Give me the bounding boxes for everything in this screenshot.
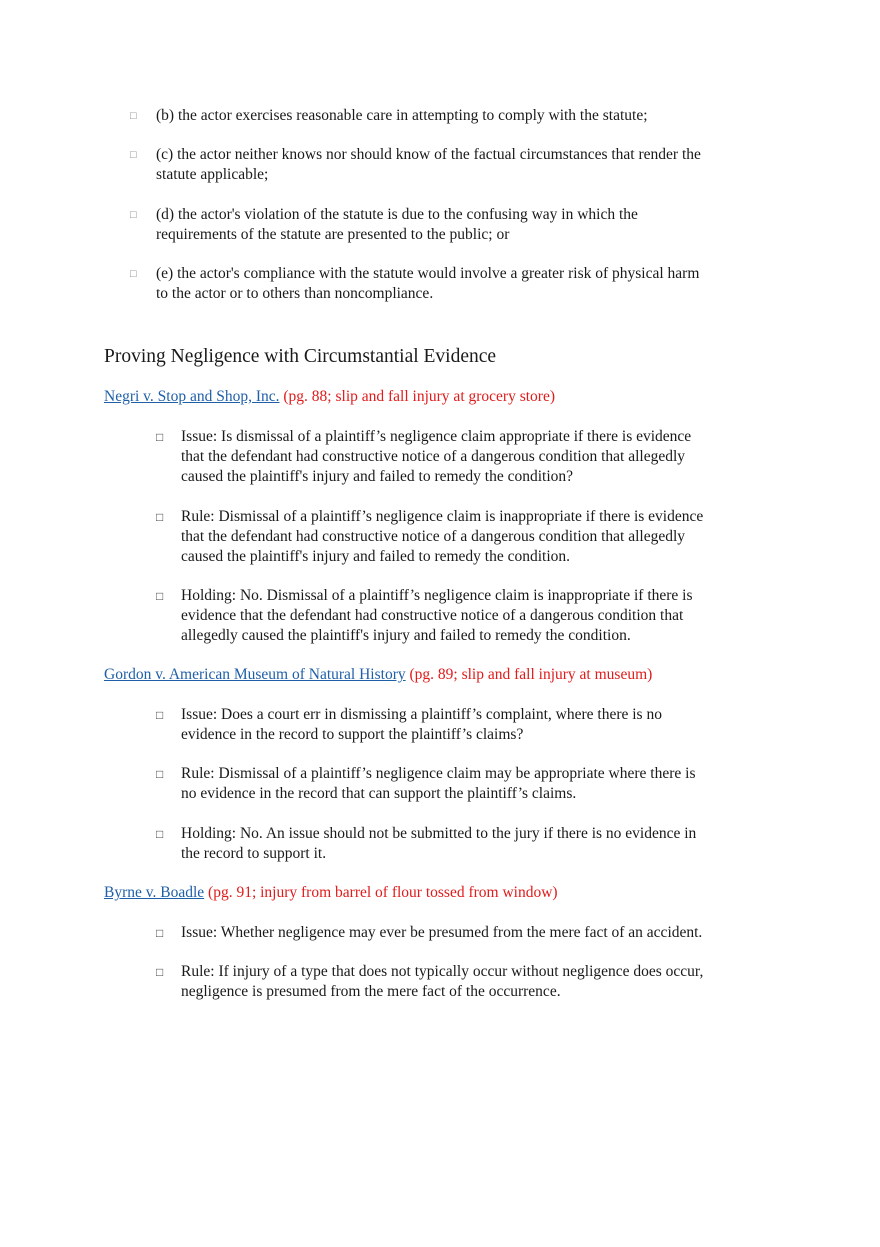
bullet-box-icon: □ [130,268,137,280]
bullet-box-icon: □ [130,110,137,122]
case-link[interactable]: Byrne v. Boadle [104,884,205,901]
bullet-box-icon: □ [130,209,137,221]
bullet-box-icon: □ [156,430,164,444]
case-point: Rule: Dismissal of a plaintiff’s negligence claim may be appropriate where there is no evidence in the record that can support the plaintiff’s claims. [181,765,696,802]
list-item: (d) the actor's violation of the statute is due to the confusing way in which the requirements of the statute are presented to the public; or [156,206,638,243]
bullet-box-icon: □ [156,510,164,524]
list-item: (e) the actor's compliance with the statute would involve a greater risk of physical harm to the actor or to others than noncompliance. [156,265,700,302]
bullet-box-icon: □ [156,827,164,841]
section-heading: Proving Negligence with Circumstantial Evidence [104,346,497,367]
case-point: Rule: Dismissal of a plaintiff’s negligence claim is inappropriate if there is evidence that the defendant had constructive notice of a dangerous condition that allegedly caused the plaintiff's injury and failed to remedy the condition. [181,508,704,565]
case-note: (pg. 91; injury from barrel of flour tossed from window) [204,884,558,901]
bullet-box-icon: □ [156,589,164,603]
case-note: (pg. 89; slip and fall injury at museum) [405,666,653,683]
case-point: Issue: Is dismissal of a plaintiff’s negligence claim appropriate if there is evidence that the defendant had constructive notice of a dangerous condition that allegedly caused the plaintiff's injury and failed to remedy the condition? [181,428,692,485]
list-item: (b) the actor exercises reasonable care in attempting to comply with the statute; [156,107,648,124]
case-link[interactable]: Gordon v. American Museum of Natural History [104,666,406,683]
case-point: Holding: No. An issue should not be submitted to the jury if there is no evidence in the record to support it. [181,825,697,862]
case-point: Holding: No. Dismissal of a plaintiff’s negligence claim is inappropriate if there is evidence that the defendant had constructive notice of a dangerous condition that allegedly caused the plaintiff's injury and failed to remedy the condition. [181,587,693,644]
case-point: Rule: If injury of a type that does not typically occur without negligence does occur, negligence is presumed from the mere fact of the occurrence. [181,963,704,1000]
case-link[interactable]: Negri v. Stop and Shop, Inc. [104,388,280,405]
bullet-box-icon: □ [156,926,164,940]
case-title [104,883,558,903]
bullet-box-icon: □ [156,965,164,979]
case-point: Issue: Whether negligence may ever be presumed from the mere fact of an accident. [181,924,703,941]
list-item: (c) the actor neither knows nor should know of the factual circumstances that render the statute applicable; [156,146,701,183]
case-title [104,665,652,685]
bullet-box-icon: □ [130,149,137,161]
bullet-box-icon: □ [156,708,164,722]
bullet-box-icon: □ [156,767,164,781]
case-note: (pg. 88; slip and fall injury at grocery store) [279,388,555,405]
case-point: Issue: Does a court err in dismissing a plaintiff’s complaint, where there is no evidence in the record to support the plaintiff’s claims? [181,706,662,743]
case-title [104,387,555,407]
